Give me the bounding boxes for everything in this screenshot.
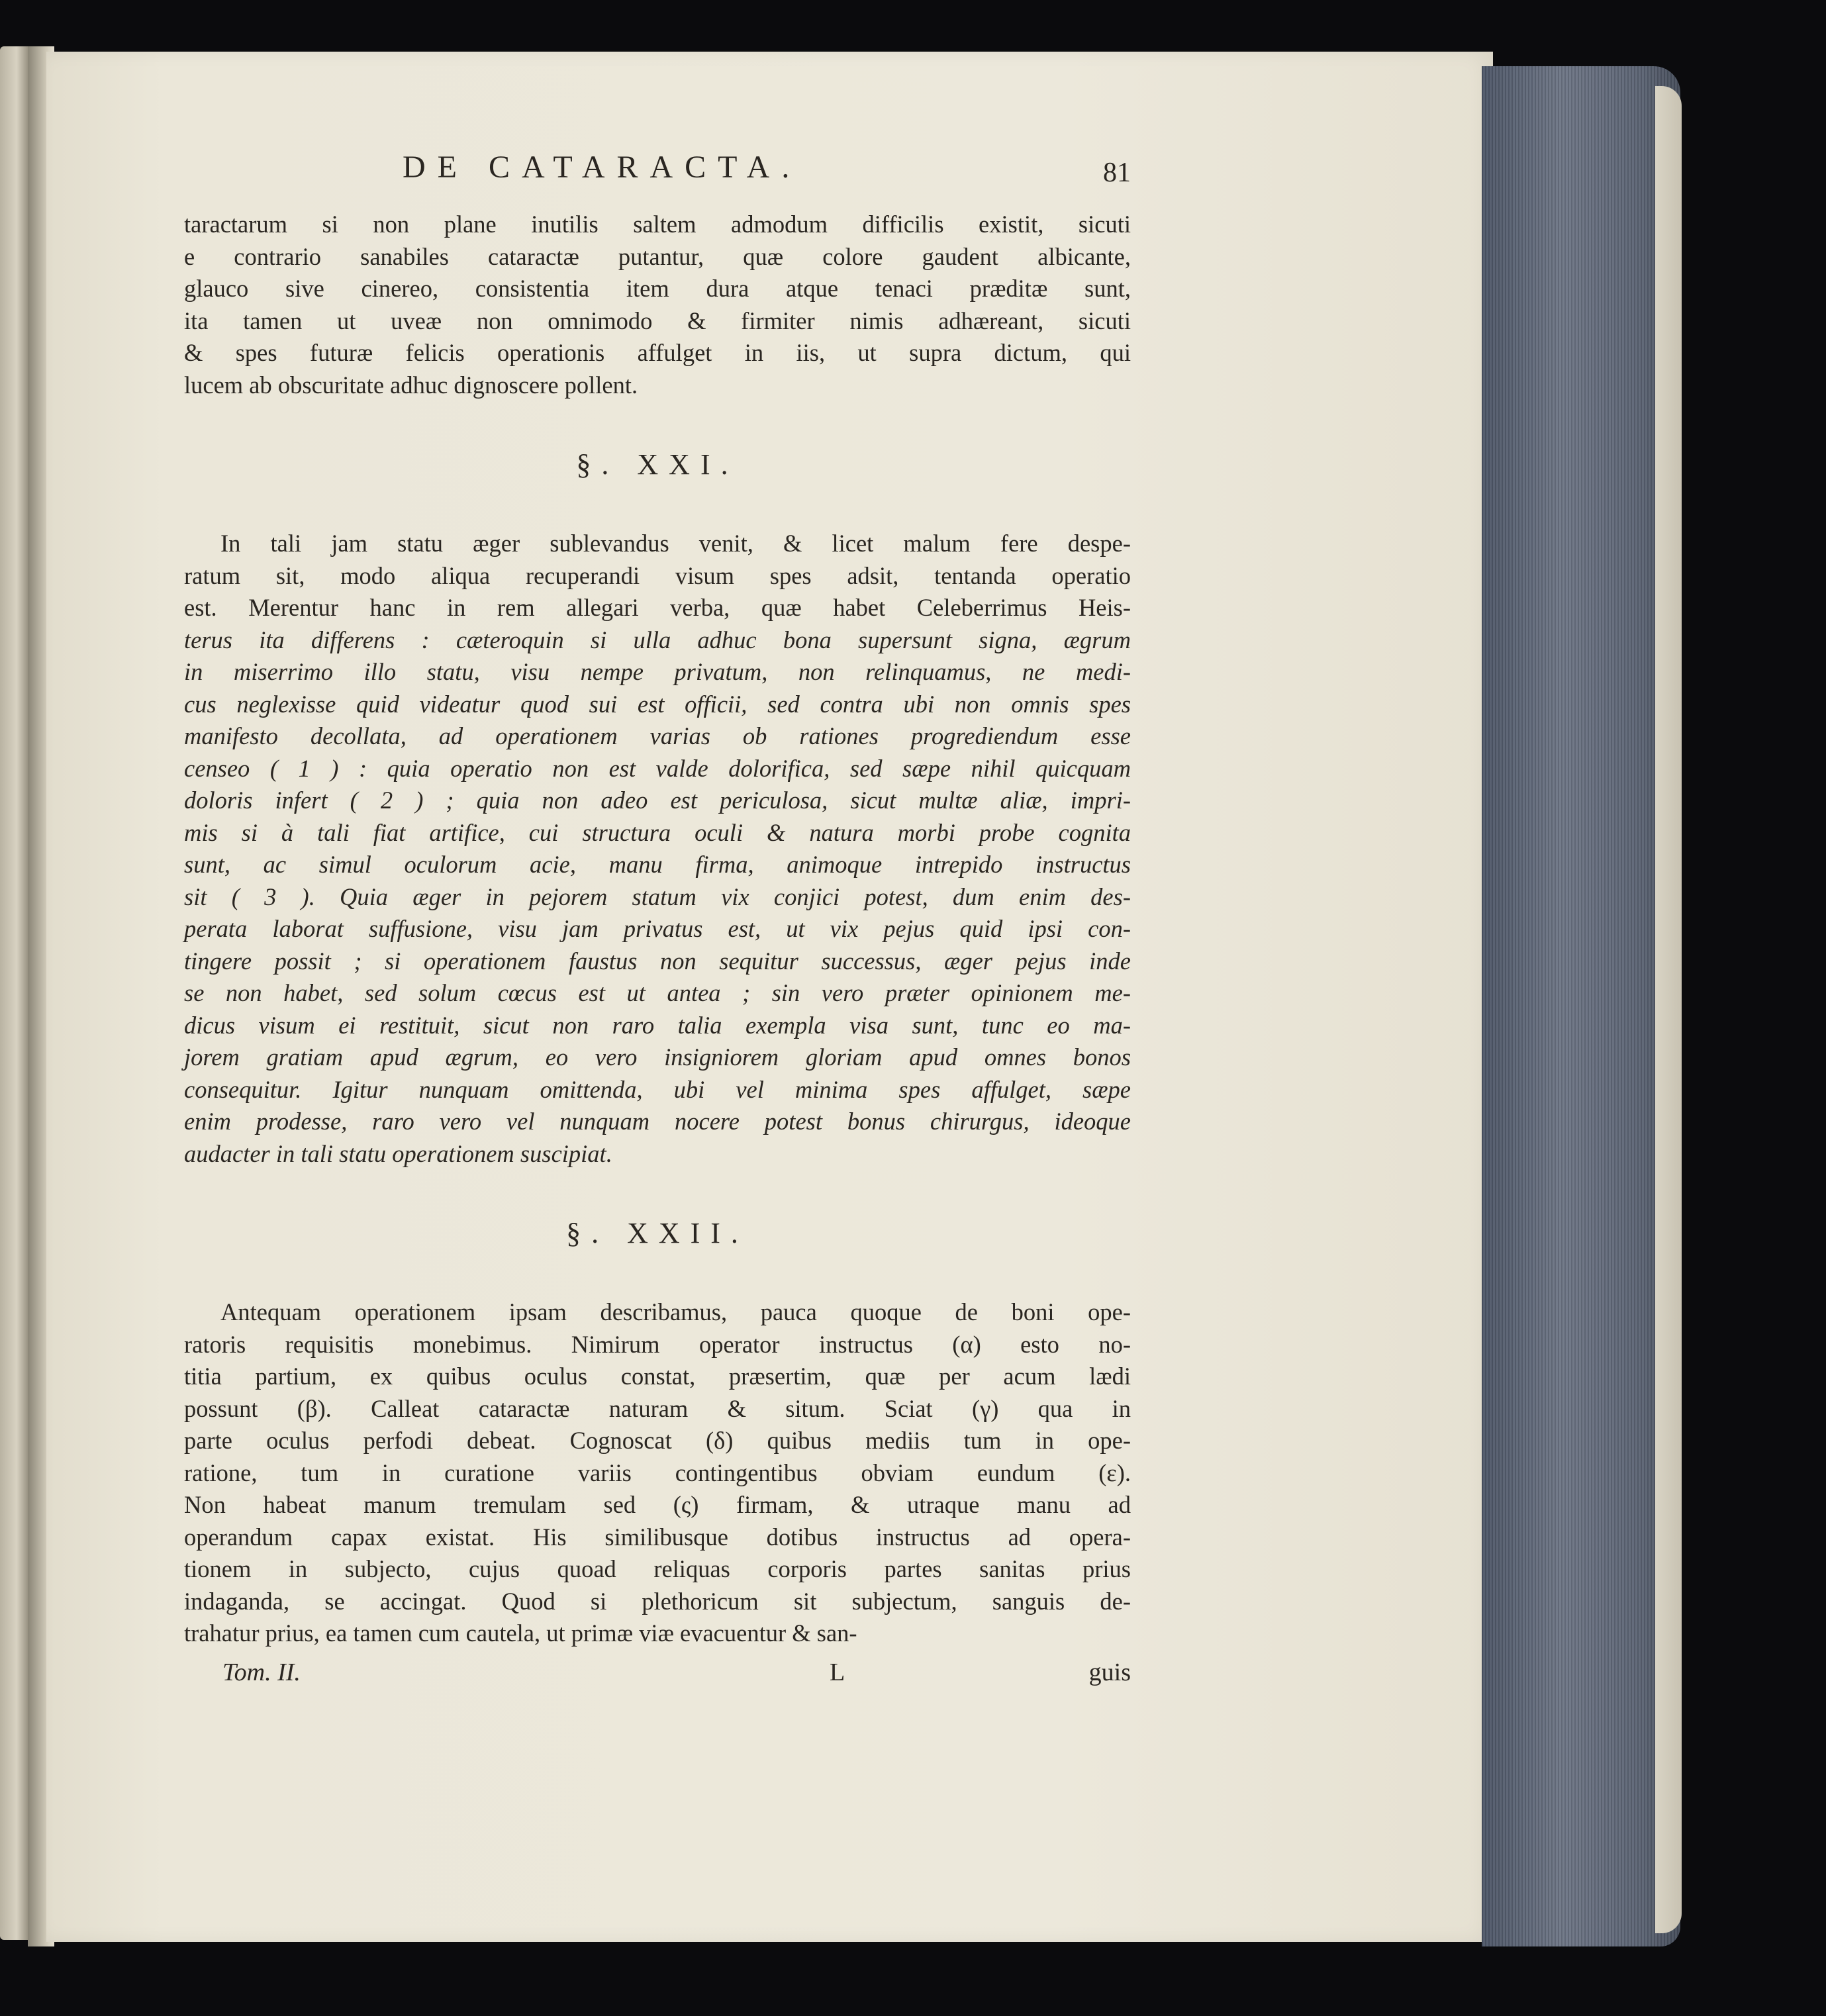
signature-mark: L bbox=[830, 1658, 845, 1686]
paragraph-continuation bbox=[184, 209, 1131, 401]
text-line: titia partium, ex quibus oculus constat, præsertim, quæ per acum lædi bbox=[184, 1363, 1131, 1390]
section-heading-xxii: §. XXII. bbox=[566, 1217, 749, 1249]
paragraph-section-xxi bbox=[184, 528, 1131, 1170]
text-line: sunt, ac simul oculorum acie, manu firma, animoque intrepido instructus bbox=[184, 851, 1131, 878]
text-line: Antequam operationem ipsam describamus, pauca quoque de boni ope- bbox=[220, 1298, 1131, 1325]
text-line: audacter in tali statu operationem suscipiat. bbox=[184, 1139, 612, 1167]
text-line: in miserrimo illo statu, visu nempe privatum, non relinquamus, ne medi- bbox=[184, 658, 1131, 685]
text-line: lucem ab obscuritate adhuc dignoscere pollent. bbox=[184, 371, 638, 399]
text-line: sit ( 3 ). Quia æger in pejorem statum vix conjici potest, dum enim des- bbox=[184, 883, 1131, 910]
page-text bbox=[184, 149, 1131, 1698]
text-line: parte oculus perfodi debeat. Cognoscat (δ) quibus mediis tum in ope- bbox=[184, 1427, 1131, 1454]
page-number: 81 bbox=[1103, 158, 1131, 188]
text-line: est. Merentur hanc in rem allegari verba, quæ habet Celeberrimus Heis- bbox=[184, 594, 1131, 621]
paragraph-section-xxii bbox=[184, 1296, 1131, 1650]
section-heading-xxi: §. XXI. bbox=[576, 448, 739, 481]
text-line: dicus visum ei restituit, sicut non raro talia exempla visa sunt, tunc eo ma- bbox=[184, 1011, 1131, 1039]
page-footer bbox=[184, 1658, 1131, 1698]
text-line: In tali jam statu æger sublevandus venit, & licet malum fere despe- bbox=[220, 530, 1131, 557]
previous-page-edge bbox=[0, 46, 28, 1940]
text-line: enim prodesse, raro vero vel nunquam nocere potest bonus chirurgus, ideoque bbox=[184, 1108, 1131, 1135]
text-line: mis si à tali fiat artifice, cui structura oculi & natura morbi probe cognita bbox=[184, 818, 1131, 846]
text-line: glauco sive cinereo, consistentia item dura atque tenaci præditæ sunt, bbox=[184, 275, 1131, 302]
text-line: consequitur. Igitur nunquam omittenda, ubi vel minima spes affulget, sæpe bbox=[184, 1075, 1131, 1103]
text-line: se non habet, sed solum cœcus est ut antea ; sin vero præter opinionem me- bbox=[184, 979, 1131, 1006]
text-line: Non habeat manum tremulam sed (ς) firmam, & utraque manu ad bbox=[184, 1491, 1131, 1518]
text-line: taractarum si non plane inutilis saltem admodum difficilis existit, sicuti bbox=[184, 211, 1131, 238]
text-line: tingere possit ; si operationem faustus non sequitur successus, æger pejus inde bbox=[184, 947, 1131, 975]
text-line: perata laborat suffusione, visu jam privatus est, ut vix pejus quid ipsi con- bbox=[184, 915, 1131, 942]
page-fore-edge-highlight bbox=[1655, 86, 1682, 1933]
text-line: indaganda, se accingat. Quod si plethoricum sit subjectum, sanguis de- bbox=[184, 1587, 1131, 1615]
text-line: operandum capax existat. His similibusque dotibus instructus ad opera- bbox=[184, 1523, 1131, 1551]
page-title: DE CATARACTA. bbox=[403, 150, 802, 185]
text-line: censeo ( 1 ) : quia operatio non est valde dolorifica, sed sæpe nihil quicquam bbox=[184, 754, 1131, 782]
text-line: possunt (β). Calleat cataractæ naturam & situm. Sciat (γ) qua in bbox=[184, 1394, 1131, 1422]
text-line: trahatur prius, ea tamen cum cautela, ut primæ viæ evacuentur & san- bbox=[184, 1619, 857, 1647]
text-line: cus neglexisse quid videatur quod sui est officii, sed contra ubi non omnis spes bbox=[184, 690, 1131, 718]
text-line: & spes futuræ felicis operationis affulget in iis, ut supra dictum, qui bbox=[184, 339, 1131, 366]
page-fore-edge bbox=[1482, 66, 1680, 1946]
catchword: guis bbox=[1088, 1658, 1131, 1686]
running-head bbox=[184, 149, 1131, 209]
text-line: ita tamen ut uveæ non omnimodo & firmiter nimis adhæreant, sicuti bbox=[184, 307, 1131, 334]
text-line: doloris infert ( 2 ) ; quia non adeo est periculosa, sicut multæ aliæ, impri- bbox=[184, 787, 1131, 814]
text-line: tionem in subjecto, cujus quoad reliquas corporis partes sanitas prius bbox=[184, 1555, 1131, 1582]
text-line: e contrario sanabiles cataractæ putantur, quæ colore gaudent albicante, bbox=[184, 242, 1131, 270]
text-line: terus ita differens : cæteroquin si ulla adhuc bona supersunt signa, ægrum bbox=[184, 626, 1131, 653]
text-line: ratum sit, modo aliqua recuperandi visum spes adsit, tentanda operatio bbox=[184, 561, 1131, 589]
text-line: ratione, tum in curatione variis contingentibus obviam eundum (ε). bbox=[184, 1459, 1131, 1486]
volume-mark: Tom. II. bbox=[222, 1658, 301, 1686]
text-line: jorem gratiam apud ægrum, eo vero insigniorem gloriam apud omnes bonos bbox=[184, 1043, 1131, 1071]
text-line: manifesto decollata, ad operationem varias ob rationes progrediendum esse bbox=[184, 722, 1131, 749]
text-line: ratoris requisitis monebimus. Nimirum operator instructus (α) esto no- bbox=[184, 1330, 1131, 1358]
